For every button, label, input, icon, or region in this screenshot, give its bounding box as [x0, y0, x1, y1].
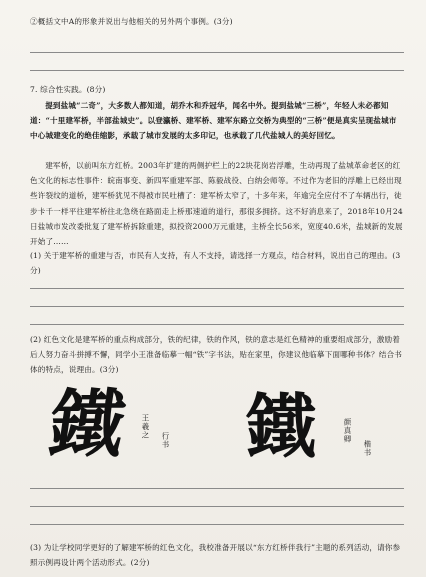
- question-2: (2) 红色文化是建军桥的重点构成部分，铁的纪律，铁的作风，铁的意志是红色精神的重要组成部分，激励着后人努力奋斗拼搏不懈，同学小王准备临摹一幅“铁”字书法，贴在家里，你建议他临摹下面哪种书体？结合书体的特点，说理由。(3分): [30, 335, 403, 375]
- calligraphy-wang-xizhi: 鐵: [43, 382, 129, 468]
- answer-line: [30, 70, 404, 71]
- answer-line: [30, 324, 404, 325]
- label-kaishu: 楷书: [363, 440, 372, 457]
- answer-line: [30, 506, 404, 507]
- section-7-title: 7. 综合性实践。(8分): [30, 85, 106, 94]
- label-wang-xizhi: 王羲之: [141, 414, 150, 440]
- answer-line: [30, 288, 404, 289]
- paragraph-1: 提到盐城“二奇”，大多数人都知道，胡乔木和乔冠华，闻名中外。提到盐城“三桥”，年轻人未必都知道：“十里建军桥，半部盐城史”。以登瀛桥、建军桥、建军东路立交桥为典型的“三桥”便是真实呈现盐城市中心城建变化的绝佳缩影，承载了城市发展的太多印记，也承载了几代盐城人的美好回忆。: [30, 101, 397, 141]
- question-1: (1) 关于建军桥的重建与否，市民有人支持，有人不支持，请选择一方观点，结合材料，说出自己的理由。(3分): [30, 251, 401, 276]
- label-yan-zhenqing: 颜真卿: [343, 418, 352, 444]
- answer-line: [30, 306, 404, 307]
- answer-line: [30, 52, 404, 53]
- calligraphy-yan-zhenqing: 鐵: [246, 385, 316, 468]
- answer-line: [30, 488, 404, 489]
- label-xingshu: 行书: [161, 432, 170, 449]
- question-3: (3) 为让学校同学更好的了解建军桥的红色文化，我校准备开展以“东方红桥伴我行”主题的系列活动，请你参照示例再设计两个活动形式。(2分): [30, 543, 401, 568]
- q2-header: ②概括文中A的形象并说出与他相关的另外两个事例。(3分): [30, 17, 233, 26]
- paragraph-2: 建军桥，以前叫东方红桥。2003年扩建的两侧护栏上的22块花岗岩浮雕，生动再现了盐城革命老区的红色文化的标志性事件：皖南事变、新四军重建军部、陈毅战役、白纳会师等。不过作为老旧的浮雕上已经出现些许裂纹的道桥，建军桥犹见不得被市民吐槽了：建军桥太窄了，十多年来，年逾完全应付不了车辆出行，徒步卡千一样平往建军桥往北急绕在路面走上桥那速道的道行，那很多拥挤。这不好消息来了，2018年10月24日盐城市发改委批复了建军桥拆除重建，拟投资2000万元重建，主桥全长56米，宽度40.6米，盐城新的发展开始了……: [30, 161, 403, 247]
- answer-line: [30, 524, 404, 525]
